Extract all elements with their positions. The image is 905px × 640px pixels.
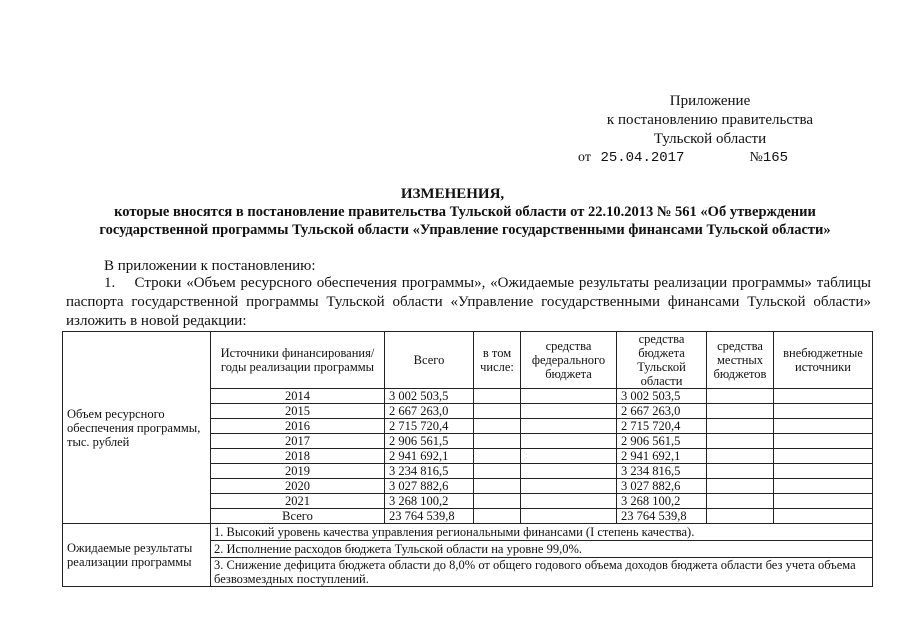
including-cell [474,434,521,449]
local-cell [707,389,774,404]
federal-cell [521,494,617,509]
including-cell [474,464,521,479]
total-cell: 2 667 263,0 [385,404,474,419]
local-cell [707,509,774,524]
total-cell: 2 715 720,4 [385,419,474,434]
table-header-row [63,332,873,389]
federal-cell [521,419,617,434]
appendix-line-2: к постановлению правительства [606,112,814,128]
total-cell: 3 027 882,6 [385,479,474,494]
total-cell: 2 906 561,5 [385,434,474,449]
year-cell: 2014 [211,389,385,404]
regional-cell: 3 027 882,6 [617,479,707,494]
including-cell [474,494,521,509]
document-subtitle: которые вносятся в постановление правительства Тульской области от 22.10.2013 № 561 «Об утверждении государственной программы Тульской области «Управление государственными финансами Тульской области» [99,204,831,238]
federal-cell [521,449,617,464]
intro-paragraph: В приложении к постановлению: [104,258,316,274]
results-row [63,524,873,541]
program-passport-table [62,331,873,587]
appendix-header [560,92,860,149]
header-volume: Объем ресурсного обеспечения программы, тыс. рублей [63,332,211,524]
total-cell: 3 268 100,2 [385,494,474,509]
year-cell: 2021 [211,494,385,509]
local-cell [707,494,774,509]
item-paragraph [66,274,871,331]
regional-cell: 2 667 263,0 [617,404,707,419]
including-cell [474,419,521,434]
regional-cell: 23 764 539,8 [617,509,707,524]
header-local: средства местных бюджетов [707,332,774,389]
federal-cell [521,404,617,419]
federal-cell [521,464,617,479]
number-prefix: № [749,150,763,165]
total-cell: 3 002 503,5 [385,389,474,404]
resolution-date-line [578,150,788,166]
total-cell: 23 764 539,8 [385,509,474,524]
extrabudgetary-cell [774,389,873,404]
resolution-number: 165 [762,150,789,166]
header-federal: средства федерального бюджета [521,332,617,389]
federal-cell [521,434,617,449]
year-cell: 2020 [211,479,385,494]
year-cell: Всего [211,509,385,524]
including-cell [474,389,521,404]
item-text: Строки «Объем ресурсного обеспечения программы», «Ожидаемые результаты реализации программы» таблицы паспорта государственной программы Тульской области «Управление государственными финансами Тульской области» изложить в новой редакции: [66,275,872,329]
extrabudgetary-cell [774,419,873,434]
year-cell: 2016 [211,419,385,434]
including-cell [474,404,521,419]
year-cell: 2015 [211,404,385,419]
regional-cell: 2 941 692,1 [617,449,707,464]
regional-cell: 2 906 561,5 [617,434,707,449]
results-label: Ожидаемые результаты реализации программы [63,524,211,587]
including-cell [474,479,521,494]
extrabudgetary-cell [774,494,873,509]
regional-cell: 3 268 100,2 [617,494,707,509]
header-regional: средства бюджета Тульской области [617,332,707,389]
regional-cell: 2 715 720,4 [617,419,707,434]
result-item: 1. Высокий уровень качества управления региональными финансами (I степень качества). [211,524,873,541]
year-cell: 2017 [211,434,385,449]
document-title: ИЗМЕНЕНИЯ, [400,186,505,202]
item-number: 1. [104,275,116,291]
total-cell: 2 941 692,1 [385,449,474,464]
year-cell: 2019 [211,464,385,479]
local-cell [707,479,774,494]
header-sources: Источники финансирования/ годы реализации программы [211,332,385,389]
header-including: в том числе: [474,332,521,389]
appendix-line-3: Тульской области [653,131,767,147]
resolution-date: 25.04.2017 [600,150,685,166]
extrabudgetary-cell [774,449,873,464]
local-cell [707,404,774,419]
extrabudgetary-cell [774,434,873,449]
year-cell: 2018 [211,449,385,464]
federal-cell [521,479,617,494]
including-cell [474,509,521,524]
local-cell [707,419,774,434]
result-item: 2. Исполнение расходов бюджета Тульской области на уровне 99,0%. [211,541,873,558]
regional-cell: 3 234 816,5 [617,464,707,479]
total-cell: 3 234 816,5 [385,464,474,479]
local-cell [707,434,774,449]
result-item: 3. Снижение дефицита бюджета области до 8,0% от общего годового объема доходов бюджета области без учета объема безвозмездных поступлений. [211,558,873,587]
regional-cell: 3 002 503,5 [617,389,707,404]
federal-cell [521,389,617,404]
extrabudgetary-cell [774,509,873,524]
header-total: Всего [385,332,474,389]
extrabudgetary-cell [774,404,873,419]
federal-cell [521,509,617,524]
header-extrabudgetary: внебюджетные источники [774,332,873,389]
local-cell [707,449,774,464]
appendix-line-1: Приложение [669,93,751,109]
date-prefix: от [578,150,591,165]
extrabudgetary-cell [774,479,873,494]
local-cell [707,464,774,479]
including-cell [474,449,521,464]
extrabudgetary-cell [774,464,873,479]
